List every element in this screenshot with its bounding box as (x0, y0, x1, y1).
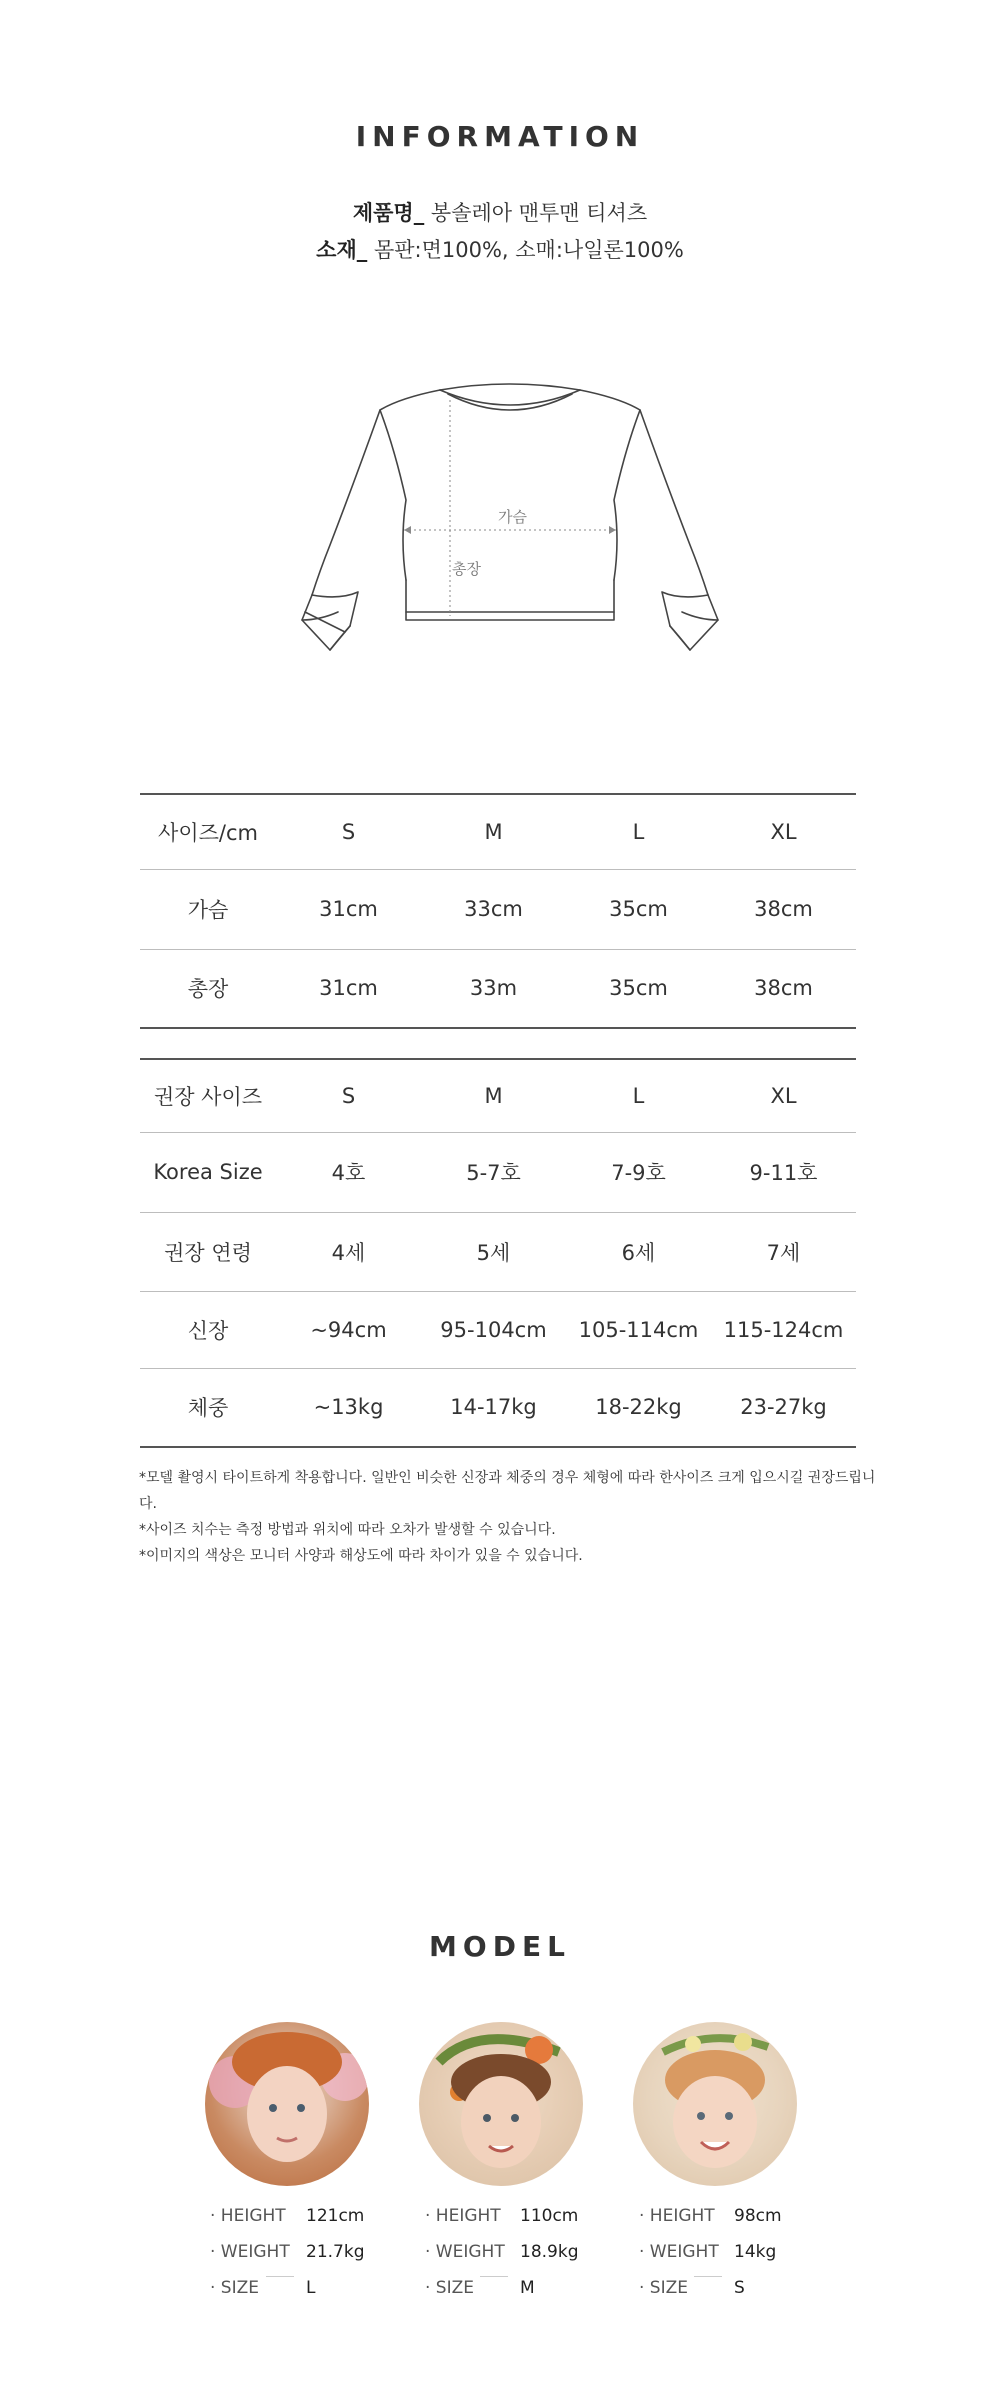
note-item: *모델 촬영시 타이트하게 착용합니다. 일반인 비슷한 신장과 체중의 경우 체형에 따라 한사이즈 크게 입으시길 권장드립니다. (139, 1470, 876, 1512)
table-cell: 35cm (609, 897, 668, 921)
table-row (140, 949, 856, 1028)
information-title: INFORMATION (355, 120, 645, 153)
table-cell: 7-9호 (611, 1161, 666, 1185)
table-cell: S (341, 1083, 356, 1108)
table-cell: 7세 (766, 1240, 801, 1265)
table-cell: 5세 (476, 1240, 511, 1265)
chest-label: 가슴 (498, 508, 527, 526)
model-face-icon (419, 2022, 583, 2186)
table-row (140, 1291, 856, 1368)
table-cell: 5-7호 (466, 1161, 521, 1185)
table-cell: ~13kg (313, 1395, 384, 1420)
table-cell: 권장 사이즈 (153, 1084, 263, 1109)
table-row (140, 869, 856, 949)
table-cell: M (484, 819, 503, 844)
material-label: 소재_ (316, 238, 368, 262)
table-cell: 14-17kg (450, 1395, 537, 1420)
model-face-icon (205, 2022, 369, 2186)
spec-divider (480, 2276, 508, 2277)
table-cell: 95-104cm (440, 1317, 547, 1342)
table-cell: 총장 (187, 977, 229, 1002)
table-cell: 38cm (754, 976, 813, 1001)
product-name-value: 봉솔레아 맨투맨 티셔츠 (430, 201, 648, 225)
table-cell: 31cm (319, 897, 378, 921)
table-cell: 18-22kg (595, 1395, 682, 1420)
table-cell: 4호 (331, 1161, 366, 1185)
table-cell: ~94cm (310, 1317, 387, 1342)
table-cell: M (484, 1083, 503, 1108)
table-cell: 33cm (464, 897, 523, 921)
table-cell: 105-114cm (578, 1317, 699, 1342)
spec-divider (694, 2276, 722, 2277)
table-cell: 신장 (187, 1318, 229, 1343)
table-cell: 35cm (609, 976, 668, 1001)
table-row (140, 1212, 856, 1291)
product-name-line (0, 197, 1000, 227)
table-cell: 38cm (754, 897, 813, 921)
table-cell: 4세 (331, 1240, 366, 1265)
table-cell: S (341, 819, 356, 844)
table-cell: L (632, 819, 645, 844)
material-value: 몸판:면100%, 소매:나일론100% (373, 238, 684, 262)
length-label: 총장 (452, 560, 481, 578)
size-table (140, 793, 856, 1029)
table-row (140, 1132, 856, 1212)
model-photo-3 (633, 2022, 797, 2186)
table-cell: 31cm (319, 976, 378, 1001)
table-cell: 33m (469, 976, 518, 1001)
table-cell: 사이즈/cm (158, 820, 258, 845)
table-cell: 권장 연령 (164, 1240, 252, 1265)
spec-divider (266, 2276, 294, 2277)
table-cell: 가슴 (187, 898, 229, 922)
table-cell: 6세 (621, 1240, 656, 1265)
table-cell: 체중 (187, 1396, 229, 1421)
table-cell: L (632, 1083, 645, 1108)
recommend-table-header (140, 1059, 856, 1132)
model-face-icon (633, 2022, 797, 2186)
table-cell: 23-27kg (740, 1395, 827, 1420)
recommend-table (140, 1058, 856, 1448)
size-notes (139, 1465, 879, 1569)
material-line (0, 234, 1000, 264)
table-cell: 115-124cm (723, 1317, 844, 1342)
note-item: *이미지의 색상은 모니터 사양과 해상도에 따라 차이가 있을 수 있습니다. (139, 1548, 583, 1564)
note-item: *사이즈 치수는 측정 방법과 위치에 따라 오차가 발생할 수 있습니다. (139, 1522, 556, 1538)
size-table-header (140, 794, 856, 869)
model-title: MODEL (429, 1930, 571, 1963)
table-cell: 9-11호 (749, 1161, 818, 1185)
model-photo-1 (205, 2022, 369, 2186)
product-name-label: 제품명_ (352, 201, 425, 225)
table-row (140, 1368, 856, 1447)
model-photo-2 (419, 2022, 583, 2186)
table-cell: XL (770, 1083, 797, 1108)
table-cell: XL (770, 819, 797, 844)
table-cell: Korea Size (153, 1160, 263, 1184)
